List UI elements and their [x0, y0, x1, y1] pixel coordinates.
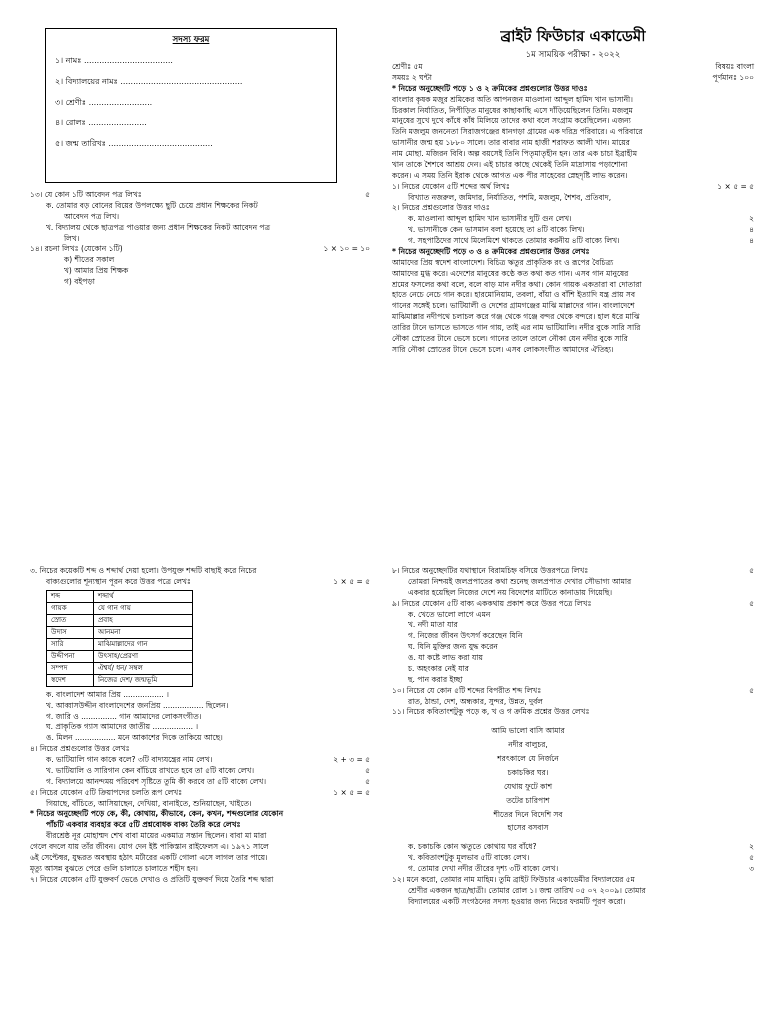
- bottom-left-column: [30, 566, 370, 886]
- table-row: স্রোত প্রবাহ: [47, 614, 193, 626]
- question-5: ৫। নিচের যেকোন ৫টি ক্রিয়াপদের চলতি রূপ লেখঃ ১ × ৫ = ৫: [30, 787, 370, 797]
- q4-item: খ. ভাটিয়ালি ও সারিগান কেন বাঁচিয়ে রাখতে হবে তা ৫টি বাক্যে লেখ। ৫: [46, 765, 370, 775]
- q9-item: ক. খেতে ভালো লাগে এমন: [408, 609, 491, 619]
- class-label: শ্রেণীঃ ৫ম: [392, 62, 423, 71]
- q6-instruction: * নিচের অনুচ্ছেদটি পড়ে কে, কী, কোথায়, কীভাবে, কেন, কখন, শব্দগুলোর যেকোন: [30, 809, 284, 819]
- form-field-name: ১। নামঃ ...................................: [55, 56, 173, 66]
- passage-1: বাংলার কৃষক মজুর শ্রমিকের অতি আপনজন মাওলানা আব্দুল হামিদ খান ভাসানী। চিরকাল নির্যাতিত, নিপীড়িত মানুষের কাছাকাছি এসে দাঁড়িয়েছিলেন তিনি। মজলুম মানুষের সুখে দুখে কাঁধে কাঁধ মিলিয়ে তাদের কথা বলে সংগ্রাম করেছিলেন। এজন্য তিনি মজলুম জননেতা সিরাজগঞ্জের ধানগড়া গ্রামের এক দরিদ্র পরিবারে। এ পরিবারে ভাসানীর জন্ম হয় ১৮৮০ সালে। তার বাবার নাম হাজী শরাফত আলী খান। মায়ের নাম মোছা. মজিরন বিবি। অল্প বয়সেই তিনি পিতৃমাতৃহীন হন। তার এক চাচা ইব্রাহীম খান তাকে শৈশবে আশ্রয় দেন। এই চাচার কাছে থেকেই তিনি মাদ্রাসায় পড়াশোনা করেন। এ সময় তিনি ইরাক থেকে আগত এক পীর সাহেবের স্নেহদৃষ্টি লাভ করেন।: [392, 94, 643, 180]
- question-4: ৪। নিচের প্রশ্নগুলোর উত্তর লেখঃ: [30, 744, 130, 754]
- subject-label: বিষয়ঃ বাংলা: [715, 62, 754, 71]
- bottom-right-column: [392, 566, 754, 908]
- question-1: ১। নিচের যেকোন ৫টি শব্দের অর্থ লিখঃ ১ × ৫ = ৫: [392, 181, 754, 191]
- poem-line: শরৎকালে যে নির্জনে: [497, 754, 559, 763]
- poem-line: শীতের দিনে বিদেশি সব: [493, 809, 563, 819]
- q5-words: গিয়াছে, বাঁচিতে, আসিয়াছেন, দেখিয়া, বানাইতে, শুনিয়াছেন, খাইতে।: [46, 798, 252, 808]
- school-name: ব্রাইট ফিউচার একাডেমী: [500, 27, 646, 45]
- q3-item: গ. জারি ও ............... গান আমাদের লোকসংগীত।: [46, 711, 202, 721]
- q2-item: গ. সহপাঠিদের সাথে মিলেমিশে থাকতে তোমার করনীয় ৪টি বাক্যে লিখ। ৪: [408, 236, 754, 245]
- exam-title: ১ম সাময়িক পরীক্ষা - ২০২২: [525, 50, 621, 60]
- member-form: [45, 28, 337, 183]
- table-row: সারি মাঝিমাল্লাদের গান: [47, 638, 193, 650]
- time-label: সময়ঃ ২ ঘন্টা: [392, 72, 432, 82]
- table-row: শব্দ শব্দার্থ: [47, 590, 193, 602]
- q9-item: গ. নিজের জীবন উৎসর্গ করেছেন যিনি: [408, 631, 523, 641]
- q3-item: ক. বাংলাদেশ আমার প্রিয় ................. ।: [46, 689, 169, 699]
- q4-item: ক. ভাটিয়ালি গান কাকে বলে? ৩টি বাদ্যযন্ত্রের নাম লেখ। ২ + ৩ = ৫: [46, 755, 370, 764]
- poem-line: নদীর বালুচর,: [508, 740, 548, 750]
- q14-item: ক) শীতের সকাল: [64, 255, 115, 265]
- q3-item: খ. আব্বাসউদ্দীন বাংলাদেশের জনপ্রিয় ................. ছিলেন।: [46, 700, 229, 710]
- question-7: ৭। নিচের যেকোন ৫টি যুক্তবর্ণ ভেঙে দেখাও ও প্রতিটি যুক্তবর্ণ দিয়ে তৈরি শব্দ দ্বারা: [30, 874, 274, 884]
- q2-item: ক. মাওলানা আব্দুল হামিদ খান ভাসানীর দুটি গুন লেখ। ২: [408, 214, 754, 224]
- form-field-roll: ৪। রোলঃ .......................: [55, 118, 147, 128]
- question-2: ২। নিচের প্রশ্নগুলোর উত্তর দাওঃ: [392, 203, 490, 213]
- q10-words: রাত, ঠান্ডা, দেশ, অন্ধকার, সুন্দর, উন্নত, দুর্বল: [408, 696, 543, 706]
- meta-row-2: [392, 73, 754, 84]
- q6-instruction-cont: পাঁচটি একবার ব্যবহার করে ৫টি প্রশ্নবোধক বাক্য তৈরি করে লেখঃ: [46, 820, 241, 830]
- q11-item: খ. কবিতাংশটুকু মূলভাব ৫টি বাক্যে লেখ। ৫: [408, 853, 754, 863]
- q3-item: ঙ. মিলন ................. মনে আকাশের দিকে তাকিয়ে আছে।: [46, 733, 223, 743]
- question-8: ৮। নিচের অনুচ্ছেদটির যথাস্থানে বিরামচিহ্ন বসিয়ে উত্তরপত্রে লিখঃ ৫: [392, 566, 754, 575]
- question-11: ১১। নিচের কবিতাংশটুকু পড়ে ক, খ ও গ ক্রমিক প্রশ্নের উত্তর লেখঃ: [392, 707, 590, 717]
- full-marks-label: পূর্ণমানঃ ১০০: [712, 72, 754, 82]
- q11-item: গ. তোমার দেখা নদীর তীরের দৃশ্য ৩টি বাক্যে লেখ। ৩: [408, 864, 754, 873]
- question-12: ১২। মনে করো, তোমার নাম মাহিম। তুমি ব্রাইট ফিউচার একাডেমীর বিদ্যালয়ের ৫ম: [392, 874, 635, 884]
- poem-line: তটের চারিপাশ: [506, 795, 550, 805]
- form-field-school: ২। বিদ্যালয়ের নামঃ ................................................: [55, 76, 243, 86]
- passage-2: আমাদের প্রিয় স্বদেশ বাংলাদেশ। বিচিত্র ঋতুর প্রাকৃতিক রং ও রূপের বৈচিত্র্য আমাদের মুগ্ধ করে। এদেশের মানুষের কণ্ঠে কত কথা কত গান। এসব গান মানুষের শ্রমের ফসলের কথা বলে, বলে বাড় মান নদীর কথা। কোন গায়ক একতারা বা দোতারা হাতে নেচে নেচে গান করে। হারমোনিয়াম, তবলা, বাঁয়া ও বাঁশি ইত্যাদি যন্ত্র প্রায় সব গানের সঙ্গেই চলে। ভাটিয়ালী ও দেশের গ্রামগঞ্জের মাঝি মাল্লাদের গান। বাংলাদেশে মাঝিমাল্লার নদীপথে চলাচল করে গঞ্জ থেকে গঞ্জে বন্দর থেকে বন্দরে। হাল ধরে মাঝি তারির টানে ভাসতে ভাসতে গান গায়, তাই এর নাম ভাটিয়ালি। নদীর বুকে সারি সারি নৌকা স্রোতের টানে ভেসে চলে। গানের তালে তালে নৌকা যেন নদীর বুকে সারি সারি নৌকা স্রোতের টানে ভেসে চলে। এসব লোকসংগীত আমাদের ঐতিহ্য।: [392, 257, 642, 354]
- table-row: উদাস আনমনা: [47, 626, 193, 638]
- poem-line: যেথায় ফুটে কাশ: [503, 781, 553, 791]
- form-field-class: ৩। শ্রেণীঃ .........................: [55, 97, 153, 107]
- poem-line: আমি ভালো বাসি আমার: [491, 726, 565, 736]
- question-3-cont: বাক্যগুলোর শূন্যস্থান পূরন করে উত্তর পত্রে লেখঃ ১ × ৫ = ৫: [46, 576, 370, 586]
- q4-item: গ. বিদ্যালয়ে আনন্দময় পরিবেশ সৃষ্টিতে তুমি কী করবে তা ৫টি বাক্যে লেখ। ৫: [46, 776, 370, 786]
- top-right-column: [392, 62, 754, 356]
- q1-words: বিখ্যাত নজরুল, জমিদার, নির্যাতিত, পশমি, মজলুম, শৈশব, প্রতিবাদ,: [408, 192, 612, 202]
- q14-item: খ) আমার প্রিয় শিক্ষক: [64, 266, 129, 276]
- q11-item: ক. চকাচকি কোন ঋতুতে কোথায় ঘর বাঁধে? ২: [408, 842, 754, 852]
- poem-line: হাসের বসবাস: [507, 823, 549, 833]
- q8-text: একবার হয়েছিল নিজের দেশে নয় বিদেশের মাটিতে কানাডায় গিয়েছি।: [408, 587, 613, 597]
- table-row: সম্পদ ঐশ্বর্য/ ধন/ সম্বল: [47, 662, 193, 674]
- top-left-column: [30, 190, 370, 288]
- q6-passage: বীরশ্রেষ্ঠ নূর মোহাম্মদ শেখ বাবা মায়ের একমাত্র সন্তান ছিলেন। বাবা মা মারা গেলে বদলে যায় তাঁর জীবন। যোগ দেন ইষ্ট পাকিস্তান রাইফেলস এ। ১৯৭১ সালে ৬ই সেপ্টেম্বর, যুদ্ধরত অবস্থায় হঠাৎ মর্টারের একটি গোলা এসে লাগল তার পায়ে। মৃত্যু আসন্ন বুঝতে পেরে গুলি চালাতে চালাতে শহীদ হন।: [30, 831, 269, 873]
- question-3: ৩. নিচের কয়েকটি শব্দ ও শব্দার্থ দেয়া হলো। উপযুক্ত শব্দটি বাছাই করে নিচের: [30, 566, 257, 575]
- q13-option-b: খ. বিদ্যালয় থেকে ছাত্রপত্র পাওয়ার জন্য প্রধান শিক্ষকের নিকট আবেদন পত্র: [46, 222, 271, 232]
- q3-item: ঘ. প্রাকৃতিক গ্যাস আমাদের জাতীয় ................. ।: [46, 722, 199, 732]
- q8-text: তোমরা নিশ্চয়ই জলপ্রপাতের কথা শুনেছ জলপ্রপাত দেখার সৌভাগ্য আমার: [408, 576, 632, 586]
- question-12-cont: বিদ্যালয়ের একটি সংগঠনের সদস্য হওয়ার জন্য নিচের ফরমটি পূরণ করো।: [408, 896, 626, 906]
- question-9: ৯। নিচের যেকোন ৫টি বাক্য এককথায় প্রকাশ করে উত্তর পত্রে লিখঃ ৫: [392, 598, 754, 608]
- poem-line: চকাচকির ঘর।: [507, 767, 549, 777]
- question-13: ১৩। যে কোন ১টি আবেদন পত্র লিখঃ ৫: [30, 190, 370, 199]
- q9-item: চ. অহংকার নেই যার: [408, 663, 469, 673]
- q9-item: ঙ. যা কষ্টে লাভ করা যায়: [408, 653, 483, 662]
- question-14: ১৪। রচনা লিখঃ (যেকোন ১টি) ১ × ১০ = ১০: [30, 244, 370, 254]
- meta-row-1: [392, 62, 754, 73]
- q13-option-a-cont: আবেদন পত্র লিখ।: [64, 211, 120, 221]
- form-title: সদস্য ফরম: [172, 35, 210, 45]
- question-12-cont: শ্রেণীর একজন ছাত্র/ছাত্রী। তোমার রোল ১। জন্ম তারিখ ০৫ ০৭ ২০০৯। তোমার: [408, 885, 646, 895]
- table-row: স্বদেশ নিজের দেশ/ জন্মভূমি: [47, 674, 193, 686]
- passage1-instruction: * নিচের অনুচ্ছেদটি পড়ে ১ ও ২ ক্রমিকের প্রশ্নগুলোর উত্তর দাওঃ: [392, 83, 588, 93]
- q13-option-a: ক. তোমার বড় বোনের বিয়ের উপলক্ষ্যে ছুটি চেয়ে প্রধান শিক্ষকের নিকট: [46, 200, 258, 210]
- table-row: উদ্দীপনা উৎসাহ/প্রেরণা: [47, 650, 193, 662]
- word-meaning-table: [46, 590, 193, 687]
- q14-item: গ) বইপড়া: [64, 277, 95, 286]
- form-field-dob: ৫। জন্ম তারিখঃ .........................................: [55, 138, 213, 148]
- q9-item: ঘ. যিনি মুক্তির জন্য যুদ্ধ করেন: [408, 642, 498, 652]
- q9-item: খ. নদী মাতা যার: [408, 620, 458, 630]
- passage2-instruction: * নিচের অনুচ্ছেদটি পড়ে ৩ ও ৪ ক্রমিকের প্রশ্নগুলোর উত্তর লেখঃ: [392, 246, 590, 256]
- q13-option-b-cont: লিখ।: [64, 233, 80, 243]
- q2-item: খ. ভাসানীকে কেন ভাসমান বলা হয়েছে তা ৪টি বাক্যে লিখ। ৪: [408, 225, 754, 235]
- question-10: ১০। নিচের যে কোন ৫টি শব্দের বিপরীত শব্দ লিখঃ ৫: [392, 685, 754, 695]
- table-row: গায়ক যে গান গায়: [47, 602, 193, 614]
- poem: [392, 726, 754, 834]
- q9-item: ছ. পান করার ইচ্ছা: [408, 674, 463, 684]
